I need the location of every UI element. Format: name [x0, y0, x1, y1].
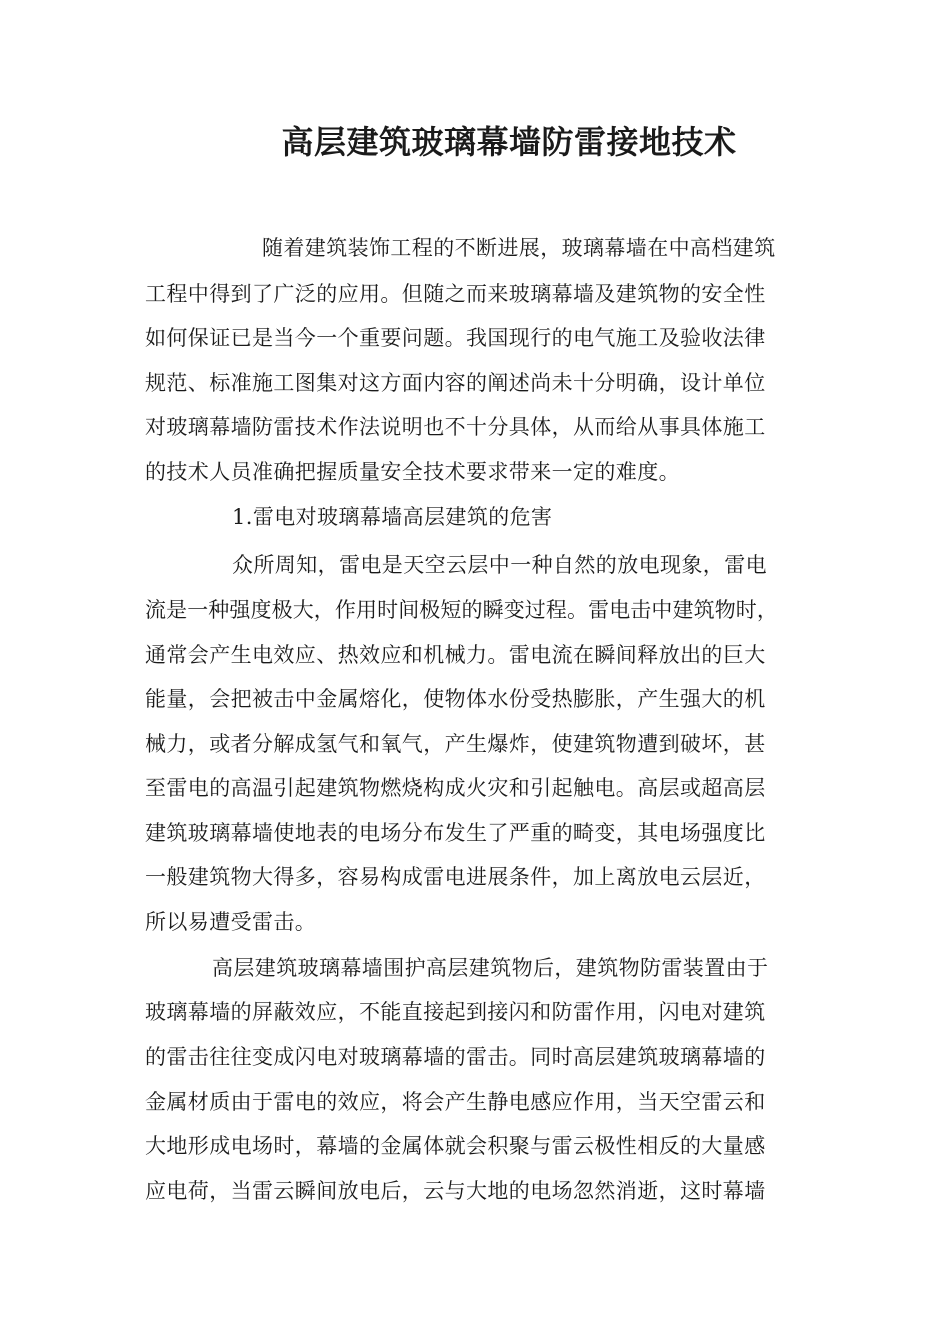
paragraph-line: 随着建筑装饰工程的不断进展，玻璃幕墙在中高档建筑 [262, 236, 776, 260]
paragraph-line: 所以易遭受雷击。 [145, 910, 317, 934]
paragraph-line: 一般建筑物大得多，容易构成雷电进展条件，加上离放电云层近， [145, 865, 766, 889]
section-heading: 1.雷电对玻璃幕墙高层建筑的危害 [232, 505, 553, 529]
paragraph-line: 如何保证已是当今一个重要问题。我国现行的电气施工及验收法律 [145, 326, 766, 350]
paragraph-line: 流是一种强度极大，作用时间极短的瞬变过程。雷电击中建筑物时， [145, 598, 778, 622]
paragraph-line: 金属材质由于雷电的效应，将会产生静电感应作用，当天空雷云和 [145, 1090, 766, 1114]
paragraph-line: 大地形成电场时，幕墙的金属体就会积聚与雷云极性相反的大量感 [145, 1134, 766, 1158]
paragraph-line: 应电荷，当雷云瞬间放电后，云与大地的电场忽然消逝，这时幕墙 [145, 1179, 766, 1203]
paragraph-line: 高层建筑玻璃幕墙围护高层建筑物后，建筑物防雷装置由于 [212, 956, 769, 980]
paragraph-line: 玻璃幕墙的屏蔽效应，不能直接起到接闪和防雷作用，闪电对建筑 [145, 1000, 766, 1024]
paragraph-line: 的技术人员准确把握质量安全技术要求带来一定的难度。 [145, 460, 680, 484]
paragraph-line: 众所周知，雷电是天空云层中一种自然的放电现象，雷电 [232, 553, 767, 577]
paragraph-line: 械力，或者分解成氢气和氧气，产生爆炸，使建筑物遭到破坏，甚 [145, 732, 766, 756]
paragraph-line: 的雷击往往变成闪电对玻璃幕墙的雷击。同时高层建筑玻璃幕墙的 [145, 1045, 766, 1069]
paragraph-line: 能量，会把被击中金属熔化，使物体水份受热膨胀，产生强大的机 [145, 687, 766, 711]
paragraph-line: 规范、标准施工图集对这方面内容的阐述尚未十分明确，设计单位 [145, 371, 766, 395]
paragraph-line: 至雷电的高温引起建筑物燃烧构成火灾和引起触电。高层或超高层 [145, 776, 766, 800]
document-title: 高层建筑玻璃幕墙防雷接地技术 [281, 123, 737, 161]
paragraph-line: 工程中得到了广泛的应用。但随之而来玻璃幕墙及建筑物的安全性 [145, 282, 766, 306]
paragraph-line: 对玻璃幕墙防雷技术作法说明也不十分具体，从而给从事具体施工 [145, 415, 766, 439]
paragraph-line: 通常会产生电效应、热效应和机械力。雷电流在瞬间释放出的巨大 [145, 643, 766, 667]
paragraph-line: 建筑玻璃幕墙使地表的电场分布发生了严重的畸变，其电场强度比 [145, 821, 766, 845]
